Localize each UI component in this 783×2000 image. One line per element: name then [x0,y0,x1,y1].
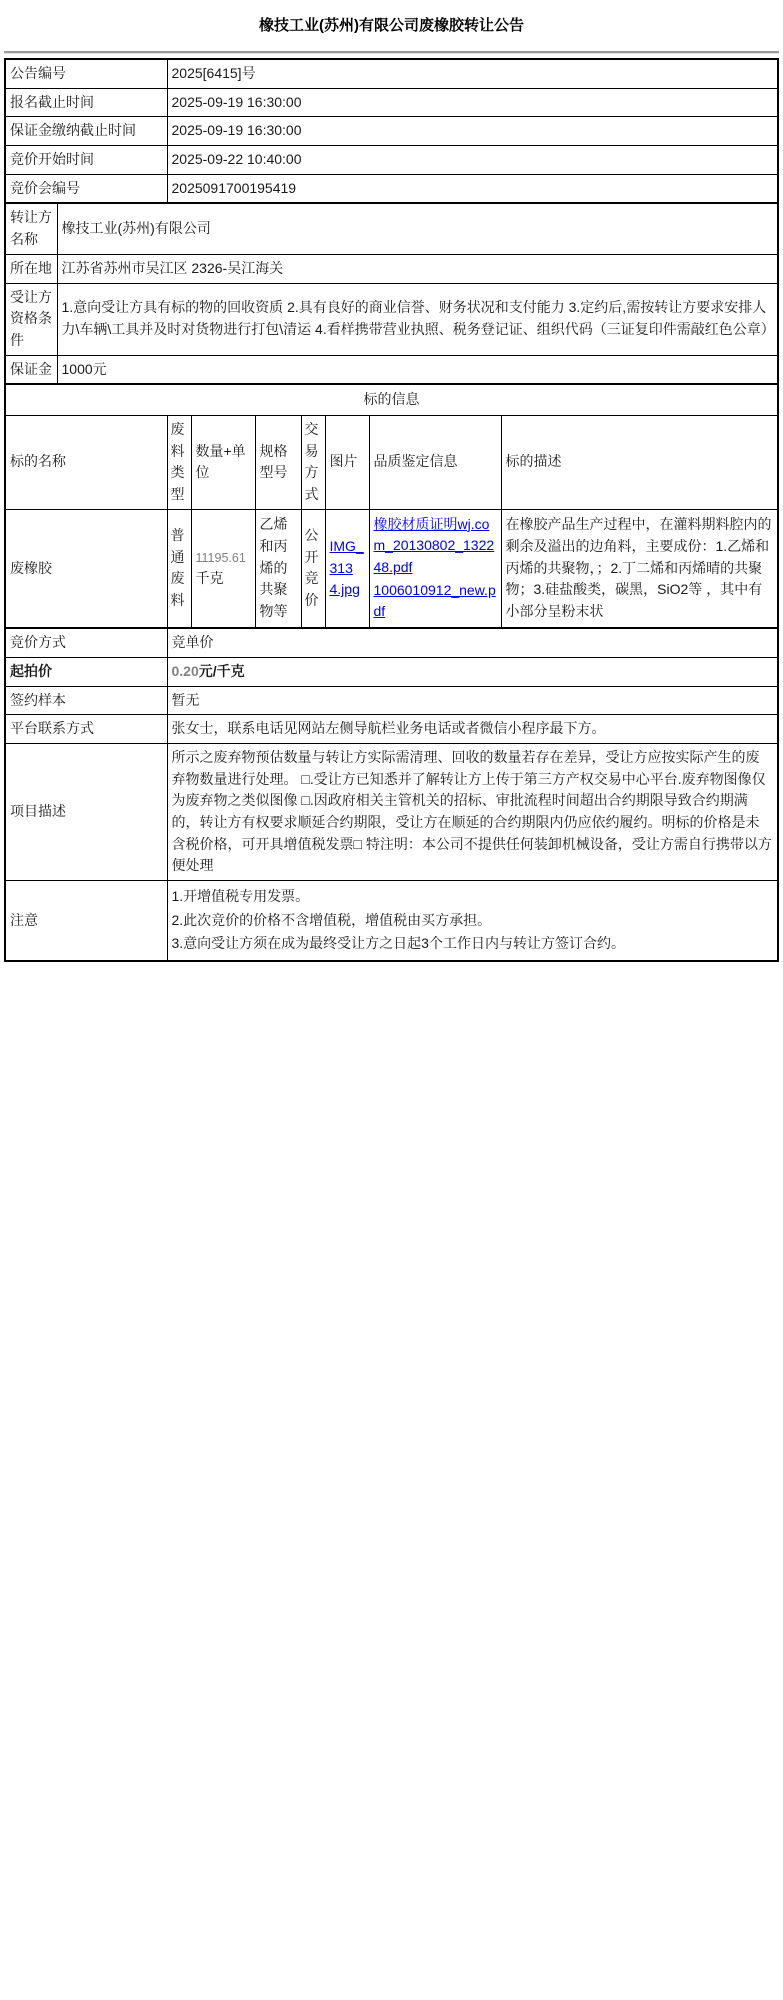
table-row [5,146,778,175]
transferee-qualifications-label: 受让方资格条件 [5,283,57,355]
table-row [5,174,778,203]
quantity-cell [191,509,255,628]
quality-cert-link-2[interactable]: 1006010912_new.pdf [373,581,496,620]
subject-data-row [5,509,778,628]
note-value [167,881,778,962]
auction-session-label: 竞价会编号 [5,174,167,203]
image-cell [325,509,369,628]
auction-session-value: 2025091700195419 [167,174,778,203]
table-row [5,254,778,283]
subject-info-table [4,383,779,629]
transferor-name-value: 橡技工业(苏州)有限公司 [57,203,778,254]
col-header-waste-type: 废料类型 [167,415,191,509]
table-row [5,88,778,117]
notice-number-label: 公告编号 [5,59,167,88]
start-price-number: 0.20 [171,662,199,679]
platform-contact-label: 平台联系方式 [5,715,167,744]
contract-sample-label: 签约样本 [5,686,167,715]
col-header-description: 标的描述 [501,415,778,509]
subject-section-title: 标的信息 [5,384,778,415]
table-row [5,59,778,88]
transferee-qualifications-value: 1.意向受让方具有标的物的回收资质 2.具有良好的商业信誉、财务状况和支付能力 3.定约后,需按转让方要求安排人力\车辆\工具并及时对货物进行打包\清运 4.看样携带营业执照、税务登记证、组织代码（三证复印件需敲红色公章） [57,283,778,355]
quantity-number: 11195.61 [195,550,246,565]
col-header-subject-name: 标的名称 [5,415,167,509]
quality-cert-link-1[interactable]: 橡胶材质证明wj.com_20130802_132248.pdf [373,515,495,576]
table-row [5,203,778,254]
table-row [5,743,778,880]
col-header-quantity-unit: 数量+单位 [191,415,255,509]
table-row [5,881,778,962]
location-value: 江苏省苏州市吴江区 2326-吴江海关 [57,254,778,283]
subject-name-cell: 废橡胶 [5,509,167,628]
notice-number-value: 2025[6415]号 [167,59,778,88]
transferor-name-label: 转让方名称 [5,203,57,254]
auction-start-label: 竞价开始时间 [5,146,167,175]
col-header-image: 图片 [325,415,369,509]
table-row [5,283,778,355]
announcement-document [0,0,783,962]
deposit-value: 1000元 [57,355,778,384]
project-description-label: 项目描述 [5,743,167,880]
table-row [5,355,778,384]
contract-sample-value: 暂无 [167,686,778,715]
project-description-value: 所示之废弃物预估数量与转让方实际需清理、回收的数量若存在差异，受让方应按实际产生的废弃物数量进行处理。 □.受让方已知悉并了解转让方上传于第三方产权交易中心平台.废弃物图像仅为废弃物之类似图像 □.因政府相关主管机关的招标、审批流程时间超出合约期限导致合约期满的，转让方有权要求顺延合约期限，受让方在顺延的合约期限内仍应依约履约。明标的价格是未含税价格，可开具增值税发票□ 特注明：本公司不提供任何装卸机械设备，受让方需自行携带以方便处理 [167,743,778,880]
subject-header-row [5,415,778,509]
table-row [5,628,778,657]
deposit-deadline-value: 2025-09-19 16:30:00 [167,117,778,146]
table-row [5,686,778,715]
auction-terms-table [4,627,779,962]
col-header-quality-info: 品质鉴定信息 [369,415,501,509]
note-line-1: 1.开增值税专用发票。 [171,888,310,904]
location-label: 所在地 [5,254,57,283]
start-price-unit: 元/千克 [198,662,245,679]
trade-mode-cell: 公开竞价 [301,509,325,628]
transferor-table [4,202,779,385]
start-price-value [167,657,778,686]
deposit-deadline-label: 保证金缴纳截止时间 [5,117,167,146]
signup-deadline-label: 报名截止时间 [5,88,167,117]
bidding-mode-value: 竞单价 [167,628,778,657]
page-title: 橡技工业(苏州)有限公司废橡胶转让公告 [259,17,524,34]
signup-deadline-value: 2025-09-19 16:30:00 [167,88,778,117]
col-header-trade-mode: 交易方式 [301,415,325,509]
table-row [5,117,778,146]
section-title-row [5,384,778,415]
quality-info-cell [369,509,501,628]
col-header-spec-model: 规格型号 [255,415,301,509]
deposit-label: 保证金 [5,355,57,384]
start-price-label: 起拍价 [5,657,167,686]
auction-start-value: 2025-09-22 10:40:00 [167,146,778,175]
waste-type-cell: 普通废料 [167,509,191,628]
subject-image-link[interactable]: IMG_3134.jpg [329,537,364,598]
note-line-3: 3.意向受让方须在成为最终受让方之日起3个工作日内与转让方签订合约。 [171,935,625,952]
quantity-unit: 千克 [195,570,224,587]
table-row [5,657,778,686]
bidding-mode-label: 竞价方式 [5,628,167,657]
notice-meta-table [4,58,779,204]
note-line-2: 2.此次竞价的价格不含增值税，增值税由买方承担。 [171,911,492,928]
note-label: 注意 [5,881,167,962]
spec-model-cell: 乙烯和丙烯的共聚物等 [255,509,301,628]
title-divider [4,51,779,54]
subject-description-cell: 在橡胶产品生产过程中，在灌料期料腔内的剩余及溢出的边角料，主要成份：1.乙烯和丙烯的共聚物，；2.丁二烯和丙烯晴的共聚物；3.硅盐酸类，碳黑，SiO2等 ，其中有小部分呈粉末状 [501,509,778,628]
table-row [5,715,778,744]
platform-contact-value: 张女士，联系电话见网站左侧导航栏业务电话或者微信小程序最下方。 [167,715,778,744]
